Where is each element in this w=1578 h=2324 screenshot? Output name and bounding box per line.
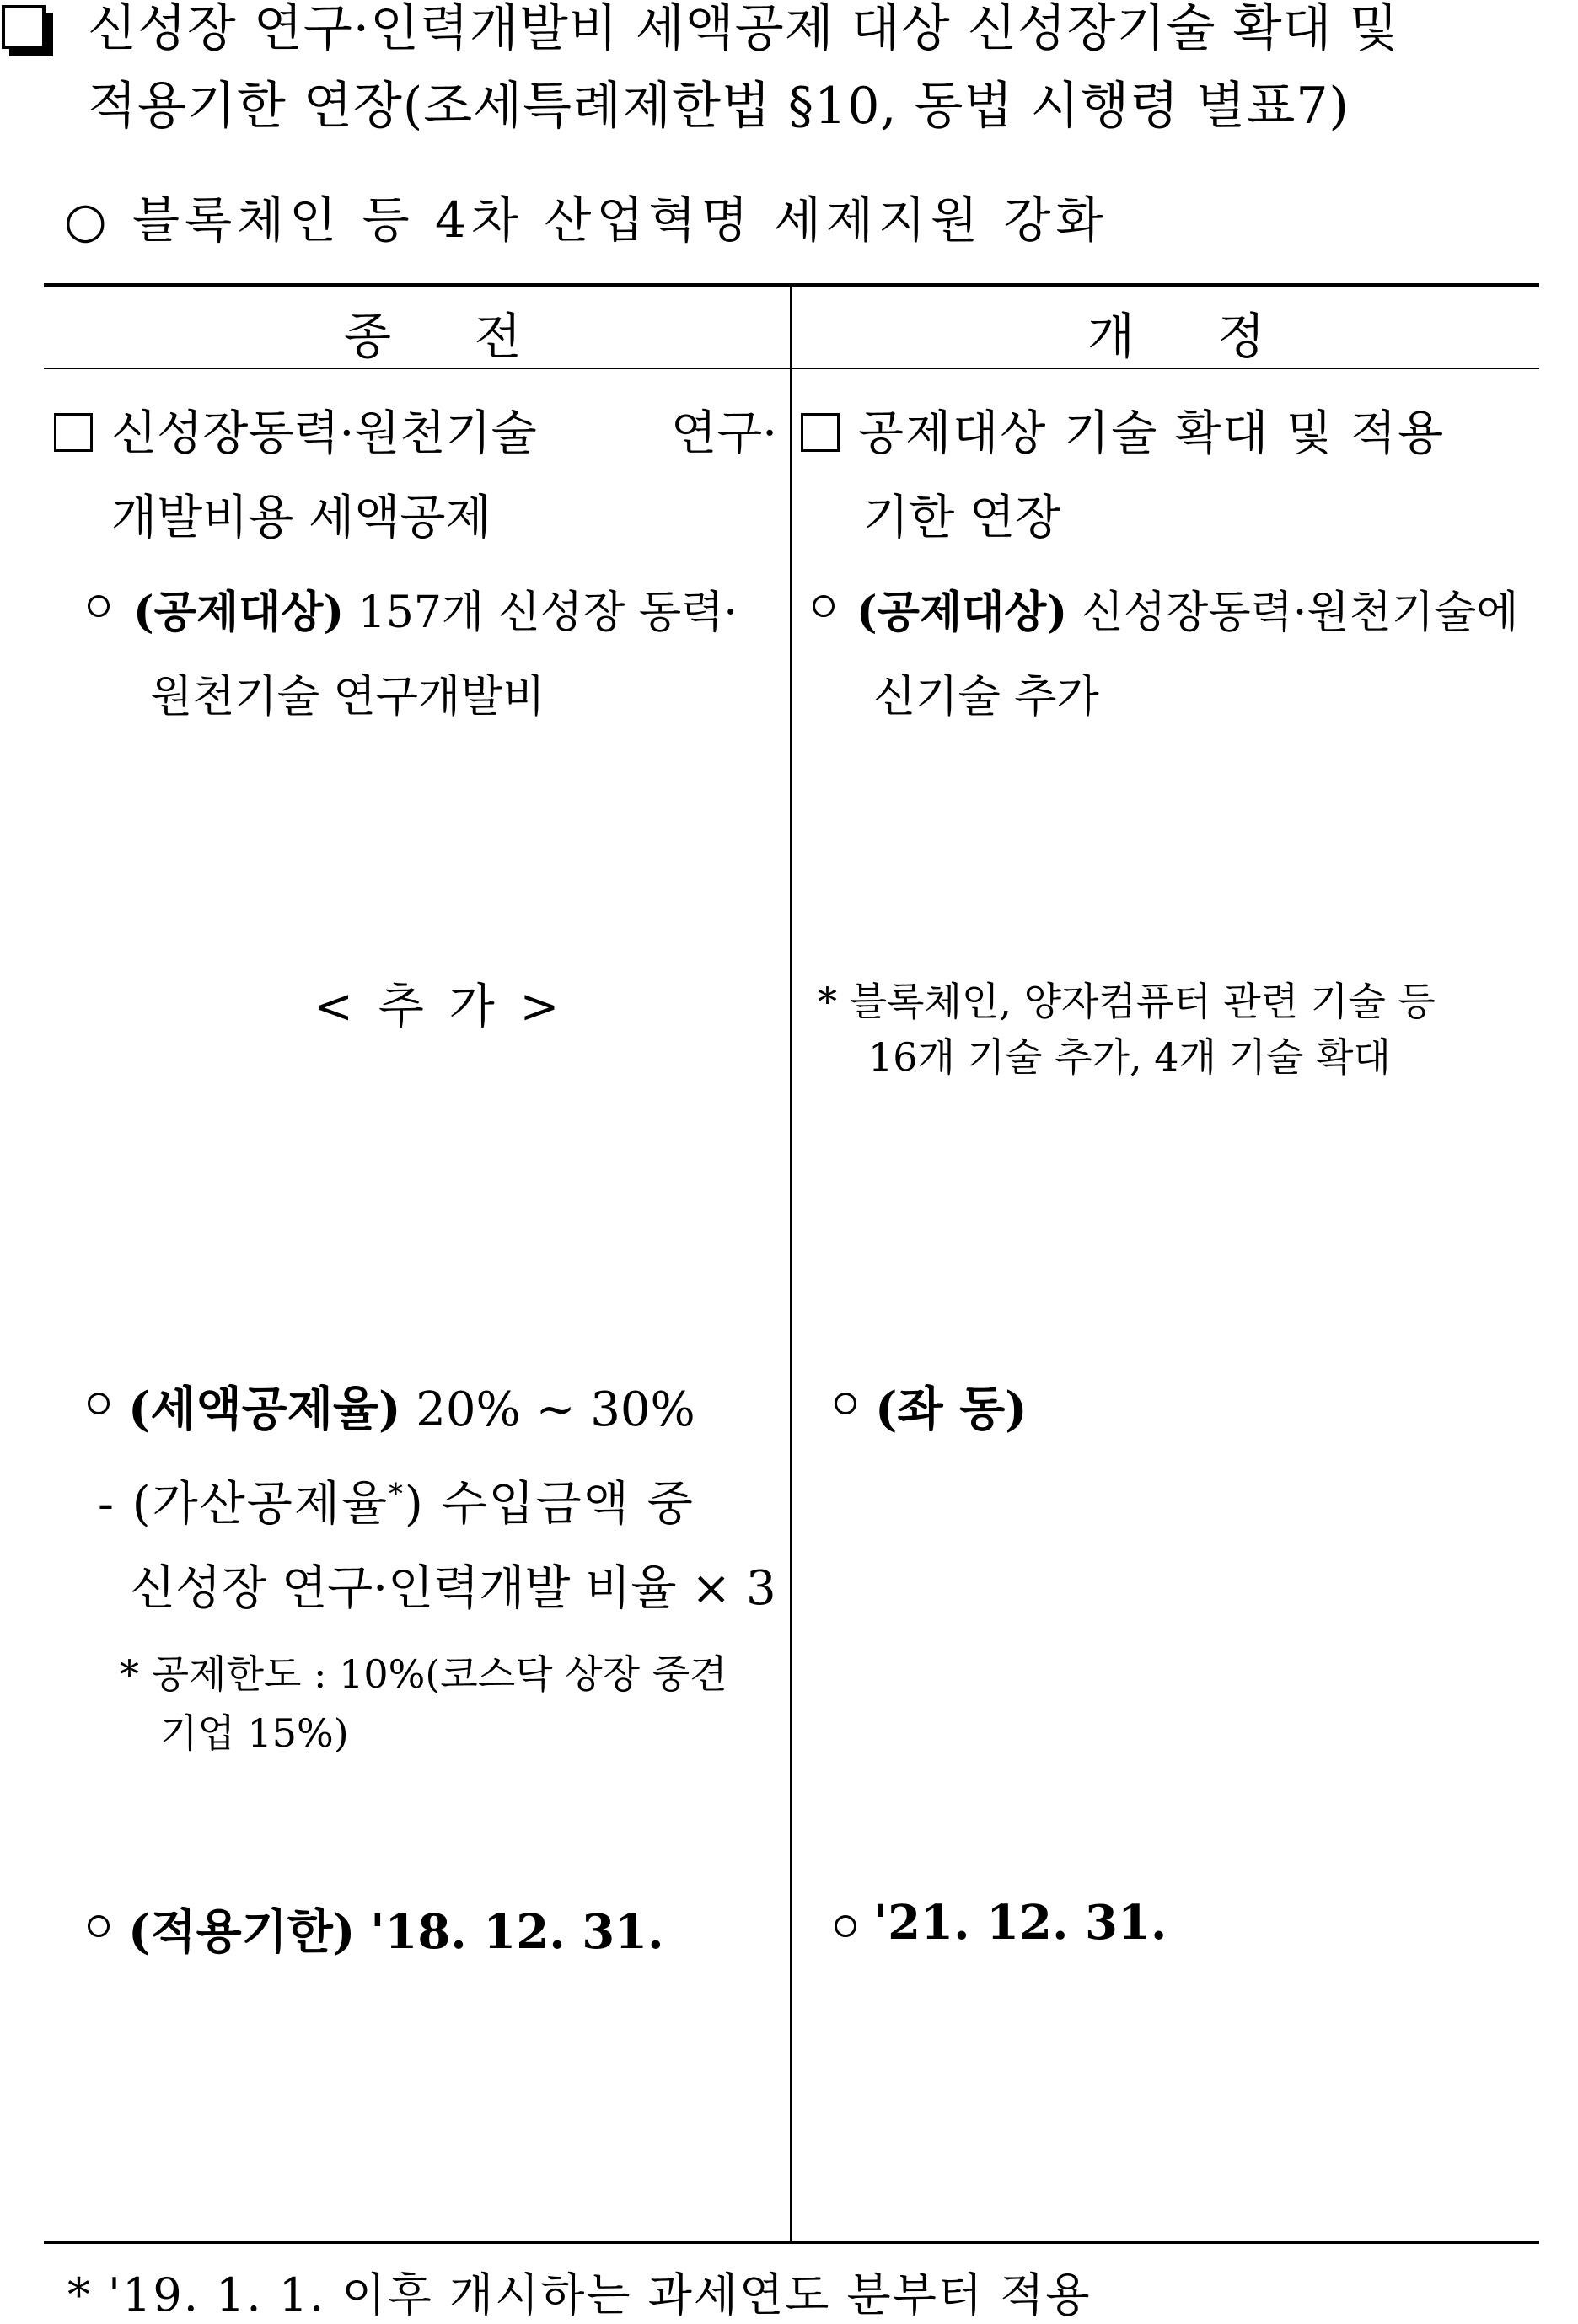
right-target-label: (공제대상) [856, 587, 1068, 638]
right-rate-value: (좌 동) [875, 1382, 1028, 1437]
table-column-divider [790, 285, 792, 2242]
left-target-text-1: 157개 신성장 동력· [357, 588, 738, 638]
heading-bullet-box [2, 5, 46, 49]
right-note-line-2: 16개 기술 추가, 4개 기술 확대 [868, 1034, 1391, 1080]
left-period-value: '18. 12. 31. [370, 1904, 664, 1960]
heading-line-2: 적용기한 연장(조세특례제한법 §10, 동법 시행령 별표7) [88, 77, 1350, 136]
left-target-bullet-icon [88, 595, 110, 617]
left-section-checkbox-icon [54, 413, 93, 452]
left-period-bullet-icon [88, 1915, 110, 1937]
left-rate-bullet-icon [88, 1393, 110, 1414]
footnote: * '19. 1. 1. 이후 개시하는 과세연도 분부터 적용 [67, 2268, 1092, 2321]
left-note-line-1: * 공제한도 : 10%(코스닥 상장 중견 [120, 1651, 727, 1697]
right-rate-bullet-icon [835, 1393, 856, 1414]
table-bottom-rule [44, 2241, 1539, 2244]
left-rate-value: 20% ~ 30% [416, 1382, 695, 1437]
left-note-line-2: 기업 15%) [160, 1710, 349, 1756]
heading-line-1: 신성장 연구·인력개발비 세액공제 대상 신성장기술 확대 및 [88, 0, 1399, 58]
right-section-title-1: 공제대상 기술 확대 및 적용 [858, 406, 1446, 461]
left-extra-sup: * [389, 1477, 405, 1511]
right-section-title-2: 기한 연장 [863, 491, 1061, 545]
subheading: ○ 블록체인 등 4차 산업혁명 세제지원 강화 [64, 191, 1108, 249]
left-target-text-2: 원천기술 연구개발비 [150, 672, 545, 722]
right-period-value: '21. 12. 31. [873, 1895, 1167, 1951]
right-period-bullet-icon [835, 1915, 856, 1937]
right-target-text-1: 신성장동력·원천기술에 [1081, 588, 1519, 638]
table-header-rule [44, 368, 1539, 369]
table-top-rule [44, 283, 1539, 287]
col-header-before: 종 전 [344, 308, 556, 365]
left-section-title-2: 개발비용 세액공제 [111, 491, 491, 545]
right-section-checkbox-icon [801, 413, 840, 452]
left-extra-line-2: 신성장 연구·인력개발 비율 × 3 [130, 1561, 776, 1616]
right-note-line-1: * 블록체인, 양자컴퓨터 관련 기술 등 [818, 979, 1436, 1024]
left-period-label: (적용기한) [128, 1904, 356, 1960]
left-extra-prefix: - (가산공제율 [98, 1477, 389, 1532]
left-section-title-1: 신성장동력·원천기술 [111, 406, 537, 461]
col-header-after: 개 정 [1087, 308, 1299, 365]
left-extra-suffix: ) 수입금액 중 [404, 1477, 695, 1532]
left-section-title-1b: 연구· [671, 406, 777, 461]
right-target-text-2: 신기술 추가 [873, 672, 1099, 722]
left-rate-label: (세액공제율) [128, 1382, 401, 1437]
right-target-bullet-icon [813, 595, 835, 617]
left-added-placeholder: < 추 가 > [314, 980, 565, 1034]
left-target-label: (공제대상) [133, 587, 345, 638]
